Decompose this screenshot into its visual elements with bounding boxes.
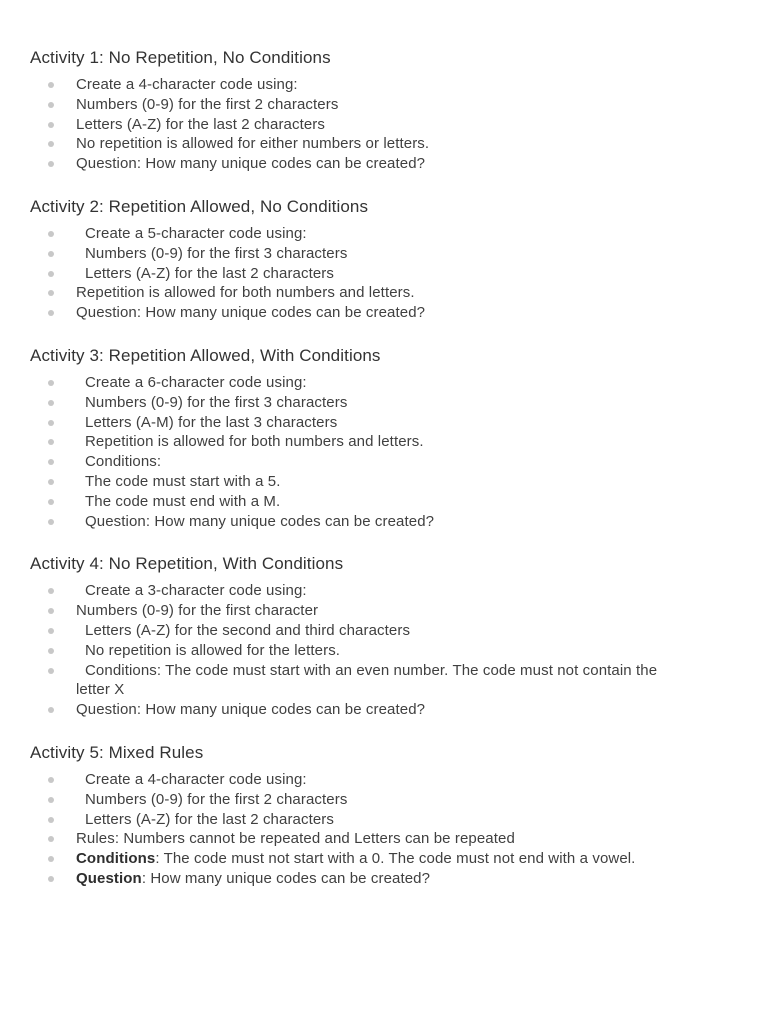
bullet-icon <box>48 231 54 237</box>
list-item: Numbers (0-9) for the first character <box>30 601 738 621</box>
bullet-icon <box>48 856 54 862</box>
question-label: Question <box>76 869 142 887</box>
activity-1 <box>30 46 738 174</box>
list-item: No repetition is allowed for either numbers or letters. <box>30 134 738 154</box>
bullet-icon <box>48 876 54 882</box>
activity-1-list <box>30 75 738 174</box>
bullet-icon <box>48 519 54 525</box>
list-item: Numbers (0-9) for the first 2 characters <box>30 790 738 810</box>
bullet-icon <box>48 499 54 505</box>
list-item: Create a 5-character code using: <box>30 224 738 244</box>
bullet-icon <box>48 836 54 842</box>
activity-2-title: Activity 2: Repetition Allowed, No Conditions <box>30 196 369 216</box>
question-text: : How many unique codes can be created? <box>141 869 431 887</box>
bullet-icon <box>48 290 54 296</box>
list-item: Numbers (0-9) for the first 3 characters <box>30 393 738 413</box>
bullet-icon <box>48 251 54 257</box>
list-item: Numbers (0-9) for the first 2 characters <box>30 95 738 115</box>
bullet-icon <box>48 817 54 823</box>
conditions-label: Conditions <box>76 850 156 868</box>
bullet-icon <box>48 310 54 316</box>
list-item: Letters (A-Z) for the second and third characters <box>30 621 738 641</box>
bullet-icon <box>48 628 54 634</box>
list-item <box>30 849 738 869</box>
activity-2-list <box>30 224 738 323</box>
list-item-continuation: letter X <box>76 681 125 699</box>
bullet-icon <box>48 668 54 674</box>
bullet-icon <box>48 459 54 465</box>
activity-4-list <box>30 581 738 720</box>
activity-4 <box>30 552 738 720</box>
bullet-icon <box>48 608 54 614</box>
bullet-icon <box>48 161 54 167</box>
bullet-icon <box>48 122 54 128</box>
bullet-icon <box>48 588 54 594</box>
bullet-icon <box>48 439 54 445</box>
list-item: Letters (A-M) for the last 3 characters <box>30 413 738 433</box>
list-item: The code must start with a 5. <box>30 472 738 492</box>
bullet-icon <box>48 82 54 88</box>
list-item: Conditions: <box>30 452 738 472</box>
bullet-icon <box>48 479 54 485</box>
bullet-icon <box>48 648 54 654</box>
bullet-icon <box>48 271 54 277</box>
list-item: Letters (A-Z) for the last 2 characters <box>30 264 738 284</box>
list-item: Create a 4-character code using: <box>30 75 738 95</box>
list-item: Numbers (0-9) for the first 3 characters <box>30 244 738 264</box>
list-item: Question: How many unique codes can be created? <box>30 303 738 323</box>
activity-3-list <box>30 373 738 531</box>
list-item: Create a 4-character code using: <box>30 770 738 790</box>
list-item: Question: How many unique codes can be created? <box>30 154 738 174</box>
bullet-icon <box>48 141 54 147</box>
list-item: No repetition is allowed for the letters. <box>30 641 738 661</box>
activity-1-title: Activity 1: No Repetition, No Conditions <box>30 48 331 67</box>
activity-3 <box>30 344 738 531</box>
list-item: Repetition is allowed for both numbers and letters. <box>30 283 738 303</box>
list-item: Create a 3-character code using: <box>30 581 738 601</box>
list-item: Conditions: The code must start with an even number. The code must not contain the letter X <box>30 661 738 701</box>
activity-2 <box>30 195 738 323</box>
list-item <box>30 869 738 889</box>
activity-4-title: Activity 4: No Repetition, With Conditions <box>30 554 344 574</box>
list-item: Rules: Numbers cannot be repeated and Letters can be repeated <box>30 829 738 849</box>
activity-3-title: Activity 3: Repetition Allowed, With Conditions <box>30 345 381 365</box>
activity-5-list <box>30 770 738 889</box>
bullet-icon <box>48 102 54 108</box>
bullet-icon <box>48 777 54 783</box>
list-item: Question: How many unique codes can be created? <box>30 512 738 532</box>
list-item: Create a 6-character code using: <box>30 373 738 393</box>
conditions-text: : The code must not start with a 0. The code must not end with a vowel. <box>155 850 636 868</box>
bullet-icon <box>48 400 54 406</box>
bullet-icon <box>48 420 54 426</box>
activity-5 <box>30 741 738 889</box>
list-item: Letters (A-Z) for the last 2 characters <box>30 115 738 135</box>
bullet-icon <box>48 797 54 803</box>
bullet-icon <box>48 707 54 713</box>
list-item: The code must end with a M. <box>30 492 738 512</box>
list-item: Repetition is allowed for both numbers and letters. <box>30 432 738 452</box>
bullet-icon <box>48 380 54 386</box>
list-item: Letters (A-Z) for the last 2 characters <box>30 810 738 830</box>
list-item: Question: How many unique codes can be created? <box>30 700 738 720</box>
activity-5-title: Activity 5: Mixed Rules <box>30 742 204 762</box>
